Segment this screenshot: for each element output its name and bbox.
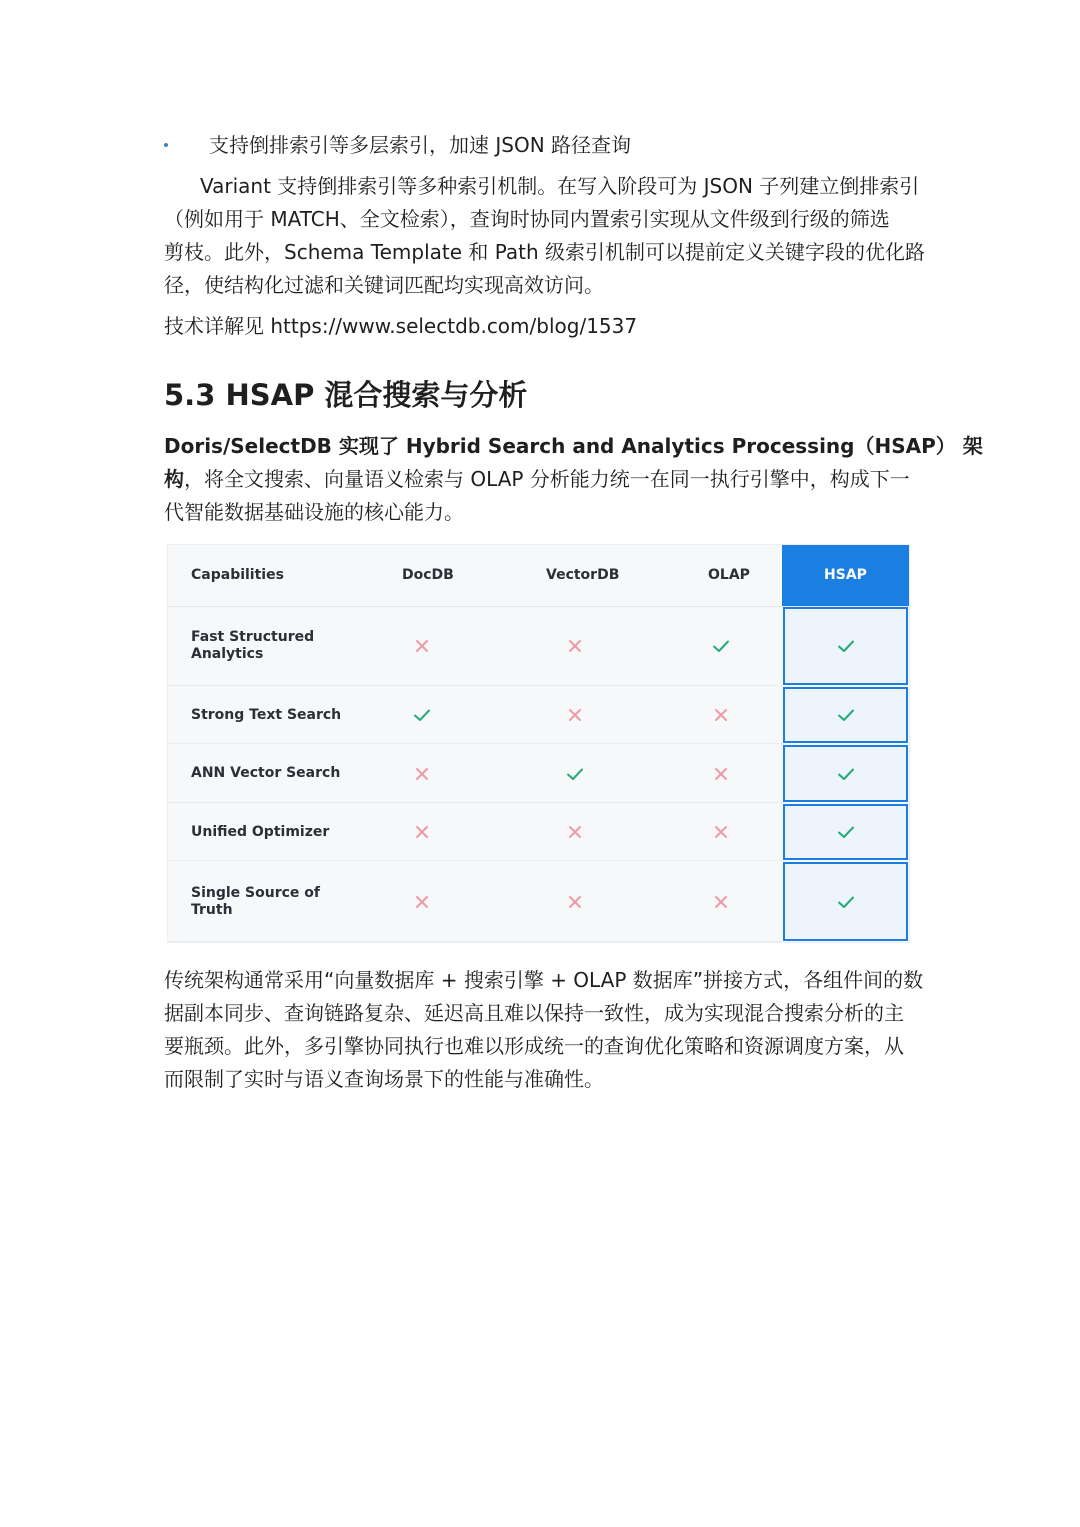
paragraph-line bbox=[164, 310, 914, 343]
paragraph-line: 而限制了实时与语义查询场景下的性能与准确性。 bbox=[164, 1067, 604, 1091]
row-label-line: Truth bbox=[191, 902, 233, 918]
paragraph-variant-index bbox=[164, 170, 926, 302]
bullet-dot-icon bbox=[164, 143, 168, 147]
reference-prefix: 技术详解见 bbox=[164, 314, 271, 338]
header-vectordb: VectorDB bbox=[546, 567, 620, 583]
paragraph-line: 据副本同步、查询链路复杂、延迟高且难以保持一致性，成为实现混合搜索分析的主 bbox=[164, 1001, 904, 1025]
blog-link[interactable]: https://www.selectdb.com/blog/1537 bbox=[270, 314, 638, 338]
row-label-line: Single Source of bbox=[191, 885, 320, 901]
paragraph-line: 要瓶颈。此外，多引擎协同执行也难以形成统一的查询优化策略和资源调度方案，从 bbox=[164, 1034, 904, 1058]
cross-icon bbox=[711, 822, 731, 842]
check-icon bbox=[836, 636, 856, 656]
cross-icon bbox=[565, 636, 585, 656]
row-capability-label bbox=[191, 885, 320, 919]
paragraph-line: Variant 支持倒排索引等多种索引机制。在写入阶段可为 JSON 子列建立倒排索引 bbox=[200, 174, 920, 198]
bullet-item bbox=[164, 128, 924, 162]
check-icon bbox=[565, 764, 585, 784]
hsap-cell bbox=[783, 607, 908, 685]
row-label-line: Fast Structured bbox=[191, 629, 315, 645]
row-capability-label bbox=[191, 765, 340, 782]
cross-icon bbox=[711, 892, 731, 912]
cross-icon bbox=[711, 705, 731, 725]
cross-icon bbox=[565, 892, 585, 912]
header-olap: OLAP bbox=[708, 567, 750, 583]
section-heading: 5.3 HSAP 混合搜索与分析 bbox=[164, 378, 528, 412]
check-icon bbox=[836, 705, 856, 725]
paragraph-line: （例如用于 MATCH、全文检索），查询时协同内置索引实现从文件级到行级的筛选 bbox=[164, 207, 890, 231]
row-capability-label bbox=[191, 824, 329, 841]
cross-icon bbox=[565, 705, 585, 725]
hsap-cell bbox=[783, 745, 908, 802]
row-label-line: Strong Text Search bbox=[191, 707, 342, 723]
cross-icon bbox=[412, 764, 432, 784]
cross-icon bbox=[412, 822, 432, 842]
table-row bbox=[168, 686, 782, 744]
bold-fragment: 构 bbox=[164, 467, 184, 491]
hsap-column bbox=[782, 545, 909, 942]
check-icon bbox=[836, 892, 856, 912]
check-icon bbox=[412, 705, 432, 725]
paragraph-line: 代智能数据基础设施的核心能力。 bbox=[164, 500, 464, 524]
row-label-line: Analytics bbox=[191, 646, 264, 662]
check-icon bbox=[711, 636, 731, 656]
capabilities-table bbox=[168, 545, 909, 942]
paragraph-reference bbox=[164, 310, 914, 343]
hsap-cell bbox=[783, 687, 908, 743]
paragraph-hsap-intro bbox=[164, 430, 983, 529]
text-fragment: ，将全文搜索、向量语义检索与 OLAP 分析能力统一在同一执行引擎中，构成下一 bbox=[184, 467, 910, 491]
paragraph-line: 传统架构通常采用“向量数据库 + 搜索引擎 + OLAP 数据库”拼接方式，各组件间的数 bbox=[164, 968, 924, 992]
cross-icon bbox=[412, 892, 432, 912]
cross-icon bbox=[711, 764, 731, 784]
cross-icon bbox=[412, 636, 432, 656]
header-hsap: HSAP bbox=[782, 545, 909, 606]
paragraph-line-bold: Doris/SelectDB 实现了 Hybrid Search and Analytics Processing（HSAP） 架 bbox=[164, 434, 983, 458]
check-icon bbox=[836, 822, 856, 842]
row-capability-label bbox=[191, 707, 341, 724]
header-capabilities: Capabilities bbox=[191, 567, 284, 583]
row-label-line: Unified Optimizer bbox=[191, 824, 330, 840]
cross-icon bbox=[565, 822, 585, 842]
paragraph-line: 剪枝。此外，Schema Template 和 Path 级索引机制可以提前定义关键字段的优化路 bbox=[164, 240, 926, 264]
paragraph-traditional-architecture bbox=[164, 964, 924, 1096]
hsap-cell bbox=[783, 804, 908, 860]
paragraph-line bbox=[164, 463, 914, 496]
row-capability-label bbox=[191, 629, 314, 663]
header-docdb: DocDB bbox=[402, 567, 454, 583]
table-row bbox=[168, 803, 782, 861]
table-row bbox=[168, 861, 782, 942]
bullet-text: 支持倒排索引等多层索引，加速 JSON 路径查询 bbox=[209, 133, 632, 157]
check-icon bbox=[836, 764, 856, 784]
hsap-cell bbox=[783, 862, 908, 941]
paragraph-line: 径，使结构化过滤和关键词匹配均实现高效访问。 bbox=[164, 273, 604, 297]
table-row bbox=[168, 606, 782, 686]
table-row bbox=[168, 744, 782, 803]
row-label-line: ANN Vector Search bbox=[191, 765, 341, 781]
